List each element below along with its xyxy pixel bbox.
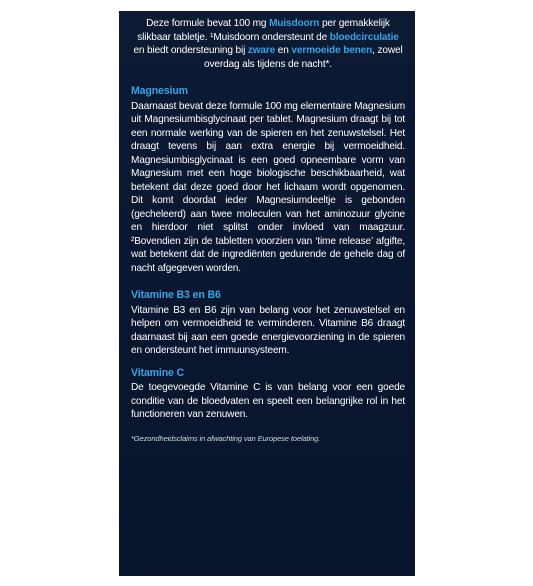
intro-text-2: per gemakkelijk slikbaar tabletje. ¹Muisdoorn ondersteunt de: [137, 18, 390, 43]
vitamine-c-heading: Vitamine C: [131, 366, 185, 379]
intro-text-1: Deze formule bevat 100 mg: [146, 18, 270, 29]
intro-text-3: en biedt ondersteuning bij: [133, 45, 248, 56]
intro-text-5: , zowel overdag als tijdens de nacht*.: [204, 45, 403, 70]
vitamine-b-text: Vitamine B3 en B6 zijn van belang voor het zenuwstelsel en helpen om vermoeidheid te verminderen. Vitamine B6 draagt daarnaast bij aan een goede energievoorziening in de spieren en ondersteunt het immuunsysteem.: [131, 304, 405, 356]
highlight-bloedcirculatie: bloedcirculatie: [329, 31, 399, 43]
vitamine-b-heading: Vitamine B3 en B6: [131, 289, 221, 301]
highlight-muisdoorn: Muisdoorn: [269, 18, 320, 29]
magnesium-text: Daarnaast bevat deze formule 100 mg elementaire Magnesium uit Magnesiumbisglycinaat per tablet. Magnesium draagt bij tot een normale werking van de spieren en het zenuwstelsel. Het draagt tevens bij aan extra energie bij vermoeidheid. Magnesiumbisglycinaat is een goed opneembare vorm van Magnesium met een hoge biologische beschikbaarheid, wat betekent dat deze goed door het lichaam wordt opgenomen. Dit komt doordat ieder Magnesiumdeeltje is gebonden (gecheleerd) aan twee moleculen van het aminozuur glycine en hierdoor niet splitst onder invloed van maagzuur. ²Bovendien zijn de tabletten voorzien van ‘time release’ afgifte, wat betekent dat de ingrediënten gedurende de gehele dag of nacht afgegeven worden.: [131, 100, 405, 274]
highlight-vermoeide-benen: vermoeide benen: [291, 45, 373, 56]
footnote: *Gezondheidsclaims in afwachting van Europese toelating.: [131, 433, 321, 443]
vitamine-c-text: De toegevoegde Vitamine C is van belang voor een goede conditie van de bloedvaten en speelt een belangrijke rol in het functioneren van zenuwen.: [131, 382, 405, 420]
highlight-zware: zware: [247, 45, 276, 56]
intro-text-4: en: [275, 45, 292, 56]
intro-paragraph: [131, 17, 405, 71]
magnesium-heading: Magnesium: [131, 85, 188, 97]
info-panel: [119, 11, 415, 576]
